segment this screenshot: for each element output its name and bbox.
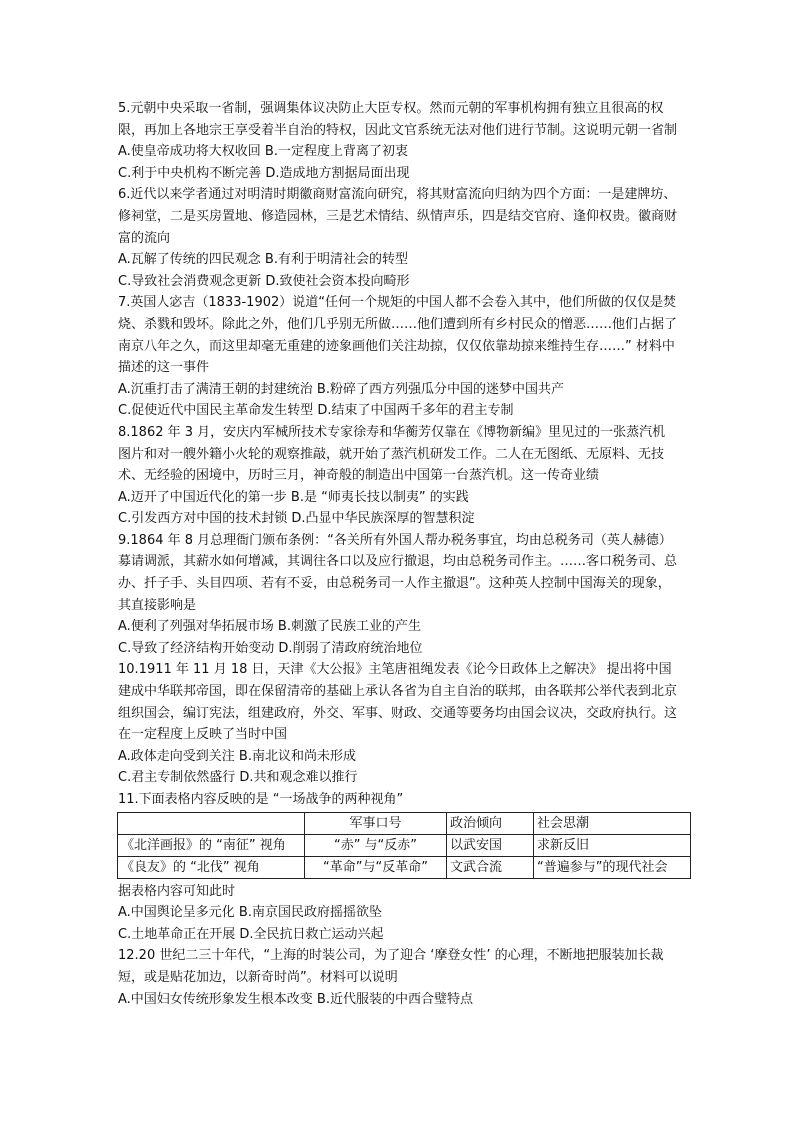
option-line: A.使皇帝成功将大权收回 B.一定程度上背离了初衷 xyxy=(118,144,408,160)
question-stem: 12.20 世纪二三十年代，“上海的时装公司，为了迎合 ‘摩登女性’ 的心理，不断地把服装加长裁短，或是贴花加边，以新奇时尚”。材料可以说明 xyxy=(118,948,664,985)
table-cell: “赤” 与“反赤” xyxy=(305,834,447,856)
question-5 xyxy=(118,98,678,184)
question-followup: 据表格内容可知此时 xyxy=(118,883,236,899)
exam-page xyxy=(118,98,678,1010)
question-11 xyxy=(118,789,678,945)
option-line: A.中国妇女传统形象发生根本改变 B.近代服装的中西合璧特点 xyxy=(118,991,473,1007)
question-stem: 10.1911 年 11 月 18 日，天津《大公报》主笔唐祖绳发表《论今日政体上之解决》 提出将中国建成中华联邦帝国，即在保留清帝的基础上承认各省为自主自治的联邦，由各联邦公举代表到北京组织国会，编订宪法，组建政府，外交、军事、财政、交通等要务均由国会议决，交政府执行。这在一定程度上反映了当时中国 xyxy=(118,662,678,743)
option-line: A.便利了列强对华拓展市场 B.刺激了民族工业的产生 xyxy=(118,619,421,635)
table-cell: “普遍参与”的现代社会 xyxy=(534,856,691,878)
table-cell: “革命”与“反革命” xyxy=(305,856,447,878)
table-cell: 文武合流 xyxy=(447,856,534,878)
table-header-cell: 军事口号 xyxy=(305,812,447,834)
question-stem: 7.英国人宓吉（1833-1902）说道“任何一个规矩的中国人都不会卷入其中，他们所做的仅仅是焚烧、杀戮和毁坏。除此之外，他们几乎别无所做……他们遭到所有乡村民众的憎恶……他们占据了南京八年之久，而这里却毫无重建的迹象画他们关注劫掠，仅仅依靠劫掠来维持生存……” 材料中描述的这一事件 xyxy=(118,295,678,376)
table-cell: 求新反旧 xyxy=(534,834,691,856)
table-row xyxy=(118,834,691,856)
option-line: C.土地革命正在开展 D.全民抗日救亡运动兴起 xyxy=(118,926,384,942)
table-header-row xyxy=(118,812,691,834)
option-line: C.君主专制依然盛行 D.共和观念难以推行 xyxy=(118,770,358,786)
option-line: A.瓦解了传统的四民观念 B.有利于明清社会的转型 xyxy=(118,252,408,268)
table-row xyxy=(118,856,691,878)
question-12 xyxy=(118,945,678,1010)
question-stem: 5.元朝中央采取一省制，强调集体议决防止大臣专权。然而元朝的军事机构拥有独立且很高的权限，再加上各地宗王享受着半自治的特权，因此文官系统无法对他们进行节制。这说明元朝一省制 xyxy=(118,101,678,138)
table-cell: 以武安国 xyxy=(447,834,534,856)
table-header-cell: 政治倾向 xyxy=(447,812,534,834)
table-header-cell xyxy=(118,812,305,834)
option-line: C.促使近代中国民主革命发生转型 D.结束了中国两千多年的君主专制 xyxy=(118,403,514,419)
option-line: C.引发西方对中国的技术封锁 D.凸显中华民族深厚的智慧积淀 xyxy=(118,511,475,527)
question-6 xyxy=(118,184,678,292)
option-line: A.政体走向受到关注 B.南北议和尚未形成 xyxy=(118,748,356,764)
option-line: A.中国舆论呈多元化 B.南京国民政府摇摇欲坠 xyxy=(118,905,382,921)
option-line: C.导致了经济结构开始变动 D.削弱了清政府统治地位 xyxy=(118,640,423,656)
question-8 xyxy=(118,422,678,530)
option-line: A.沉重打击了满清王朝的封建统治 B.粉碎了西方列强瓜分中国的迷梦中国共产 xyxy=(118,381,564,397)
table-cell: 《北洋画报》的 “南征” 视角 xyxy=(118,834,305,856)
table-header-cell: 社会思潮 xyxy=(534,812,691,834)
option-line: C.导致社会消费观念更新 D.致使社会资本投向畸形 xyxy=(118,273,410,289)
table-cell: 《良友》的 “北伐” 视角 xyxy=(118,856,305,878)
question-stem: 11.下面表格内容反映的是 “一场战争的两种视角” xyxy=(118,792,404,807)
comparison-table xyxy=(117,812,691,879)
question-stem: 6.近代以来学者通过对明清时期徽商财富流向研究，将其财富流向归纳为四个方面：一是建牌坊、修祠堂，二是买房置地、修造园林，三是艺术情结、纵情声乐，四是结交官府、逢仰权贵。徽商财富的流向 xyxy=(118,187,678,246)
question-stem: 9.1864 年 8 月总理衙门颁布条例：“各关所有外国人帮办税务事宜，均由总税务司（英人赫德）募请调派，其薪水如何增减，其调往各口以及应行撤退，均由总税务司作主。……客口税务司、总办、扦子手、头目四项、若有不妥，由总税务司一人作主撤退”。这种英人控制中国海关的现象，其直接影响是 xyxy=(118,532,678,613)
option-line: A.迈开了中国近代化的第一步 B.是 “师夷长技以制夷” 的实践 xyxy=(118,489,469,505)
question-10 xyxy=(118,659,678,789)
option-line: C.利于中央机构不断完善 D.造成地方割据局面出现 xyxy=(118,165,410,181)
question-stem: 8.1862 年 3 月，安庆内军械所技术专家徐寿和华蘅芳仅靠在《博物新编》里见过的一张蒸汽机图片和对一艘外籍小火轮的观察推敲，就开始了蒸汽机研发工作。二人在无图纸、无原料、无技术、无经验的困境中，历时三月，神奇般的制造出中国第一台蒸汽机。这一传奇业绩 xyxy=(118,424,666,484)
question-7 xyxy=(118,292,678,422)
question-9 xyxy=(118,530,678,660)
